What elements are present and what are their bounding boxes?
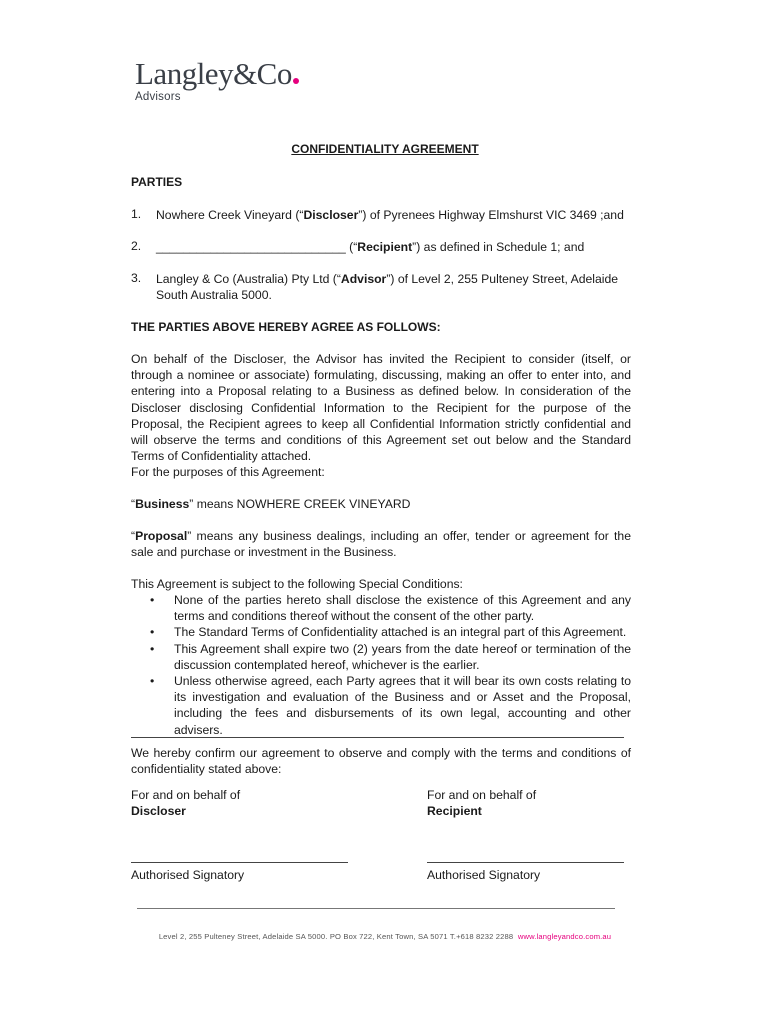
recipient-signature-block	[427, 787, 657, 819]
signatory-party: Recipient	[427, 804, 482, 819]
defined-term: Business	[135, 497, 190, 511]
footer-website-link[interactable]: www.langleyandco.com.au	[517, 932, 612, 941]
document-title: CONFIDENTIALITY AGREEMENT	[291, 142, 479, 156]
party-number: 2.	[131, 239, 142, 253]
company-logo	[135, 58, 299, 103]
discloser-signature-line[interactable]	[131, 862, 348, 863]
bullet-icon: •	[150, 674, 155, 689]
recipient-blank[interactable]: ____________________________ (“	[156, 240, 358, 254]
discloser-signatory-label: Authorised Signatory	[131, 868, 245, 882]
logo-name: Langley&Co	[135, 56, 292, 91]
party-text-pre: Nowhere Creek Vineyard (“	[156, 208, 304, 222]
condition-text: The Standard Terms of Confidentiality attached is an integral part of this Agreement.	[174, 625, 627, 640]
footer-address: Level 2, 255 Pulteney Street, Adelaide SA 5000. PO Box 722, Kent Town, SA 5071 T.+618 8232 2288	[158, 932, 514, 941]
logo-subtitle: Advisors	[135, 91, 181, 103]
condition-item	[131, 624, 631, 640]
behalf-label: For and on behalf of	[427, 788, 537, 802]
recipient-signatory-label: Authorised Signatory	[427, 868, 541, 882]
condition-text: Unless otherwise agreed, each Party agrees that it will bear its own costs relating to its investigation and evaluation of the Business and or Asset and the Proposal, including the fees and disbursements of its own legal, accounting and other advisers.	[174, 674, 631, 737]
party-text	[156, 239, 631, 255]
defined-term: Proposal	[135, 529, 188, 543]
party-number: 1.	[131, 207, 142, 221]
party-text-post: ”) of Pyrenees Highway Elmshurst VIC 3469 ;and	[358, 208, 624, 222]
purposes-line: For the purposes of this Agreement:	[131, 465, 325, 479]
proposal-definition	[131, 528, 631, 560]
bullet-icon: •	[150, 593, 155, 607]
conditions-list	[131, 592, 631, 738]
page-footer	[0, 932, 770, 941]
discloser-signature-block	[131, 787, 361, 819]
condition-text: This Agreement shall expire two (2) years from the date hereof or termination of the discussion contemplated hereof, whichever is the earlier.	[174, 641, 631, 672]
party-text-post: ”) as defined in Schedule 1; and	[412, 240, 585, 254]
behalf-label: For and on behalf of	[131, 788, 241, 802]
party-text	[156, 207, 631, 223]
party-role: Recipient	[357, 240, 413, 254]
agree-heading: THE PARTIES ABOVE HEREBY AGREE AS FOLLOWS:	[131, 320, 441, 334]
party-role: Discloser	[303, 208, 359, 222]
special-conditions-intro: This Agreement is subject to the following Special Conditions:	[131, 577, 463, 591]
quote-open: “	[131, 497, 136, 511]
recipient-signature-line[interactable]	[427, 862, 624, 863]
party-text	[156, 271, 631, 303]
intro-paragraph: On behalf of the Discloser, the Advisor has invited the Recipient to consider (itself, or through a nominee or associate) formulating, discussing, making an offer to enter into, and entering into a Proposal relating to a Business as defined below. In consideration of the Discloser disclosing Confidential Information to the Recipient for the purpose of the Proposal, the Recipient agrees to keep all Confidential Information strictly confidential and will observe the terms and conditions of this Agreement set out below and the Standard Terms of Confidentiality attached.	[131, 352, 631, 464]
quote-open: “	[131, 529, 136, 543]
logo-dot-icon	[293, 78, 299, 84]
party-text-pre: Langley & Co (Australia) Pty Ltd (“	[156, 272, 341, 286]
signatory-party: Discloser	[131, 804, 186, 819]
bullet-icon: •	[150, 625, 155, 640]
party-role: Advisor	[340, 272, 387, 286]
logo-wordmark	[135, 58, 299, 89]
bullet-icon: •	[150, 641, 155, 656]
party-text-post: ”) of Level 2, 255 Pulteney Street, Adelaide South Australia 5000.	[156, 272, 619, 303]
business-definition	[131, 496, 631, 512]
definition-text: ” means NOWHERE CREEK VINEYARD	[189, 497, 411, 511]
definition-text: ” means any business dealings, including an offer, tender or agreement for the sale and purchase or investment in the Business.	[131, 529, 631, 560]
footer-divider	[137, 908, 615, 909]
confirm-paragraph: We hereby confirm our agreement to observe and comply with the terms and conditions of confidentiality stated above:	[131, 746, 631, 777]
condition-item	[131, 673, 631, 738]
condition-item	[131, 641, 631, 673]
section-divider	[131, 737, 624, 738]
parties-heading: PARTIES	[131, 175, 183, 189]
condition-text: None of the parties hereto shall disclose the existence of this Agreement and any terms and conditions thereof without the consent of the other party.	[174, 593, 631, 624]
condition-item	[131, 592, 631, 624]
party-number: 3.	[131, 271, 142, 285]
